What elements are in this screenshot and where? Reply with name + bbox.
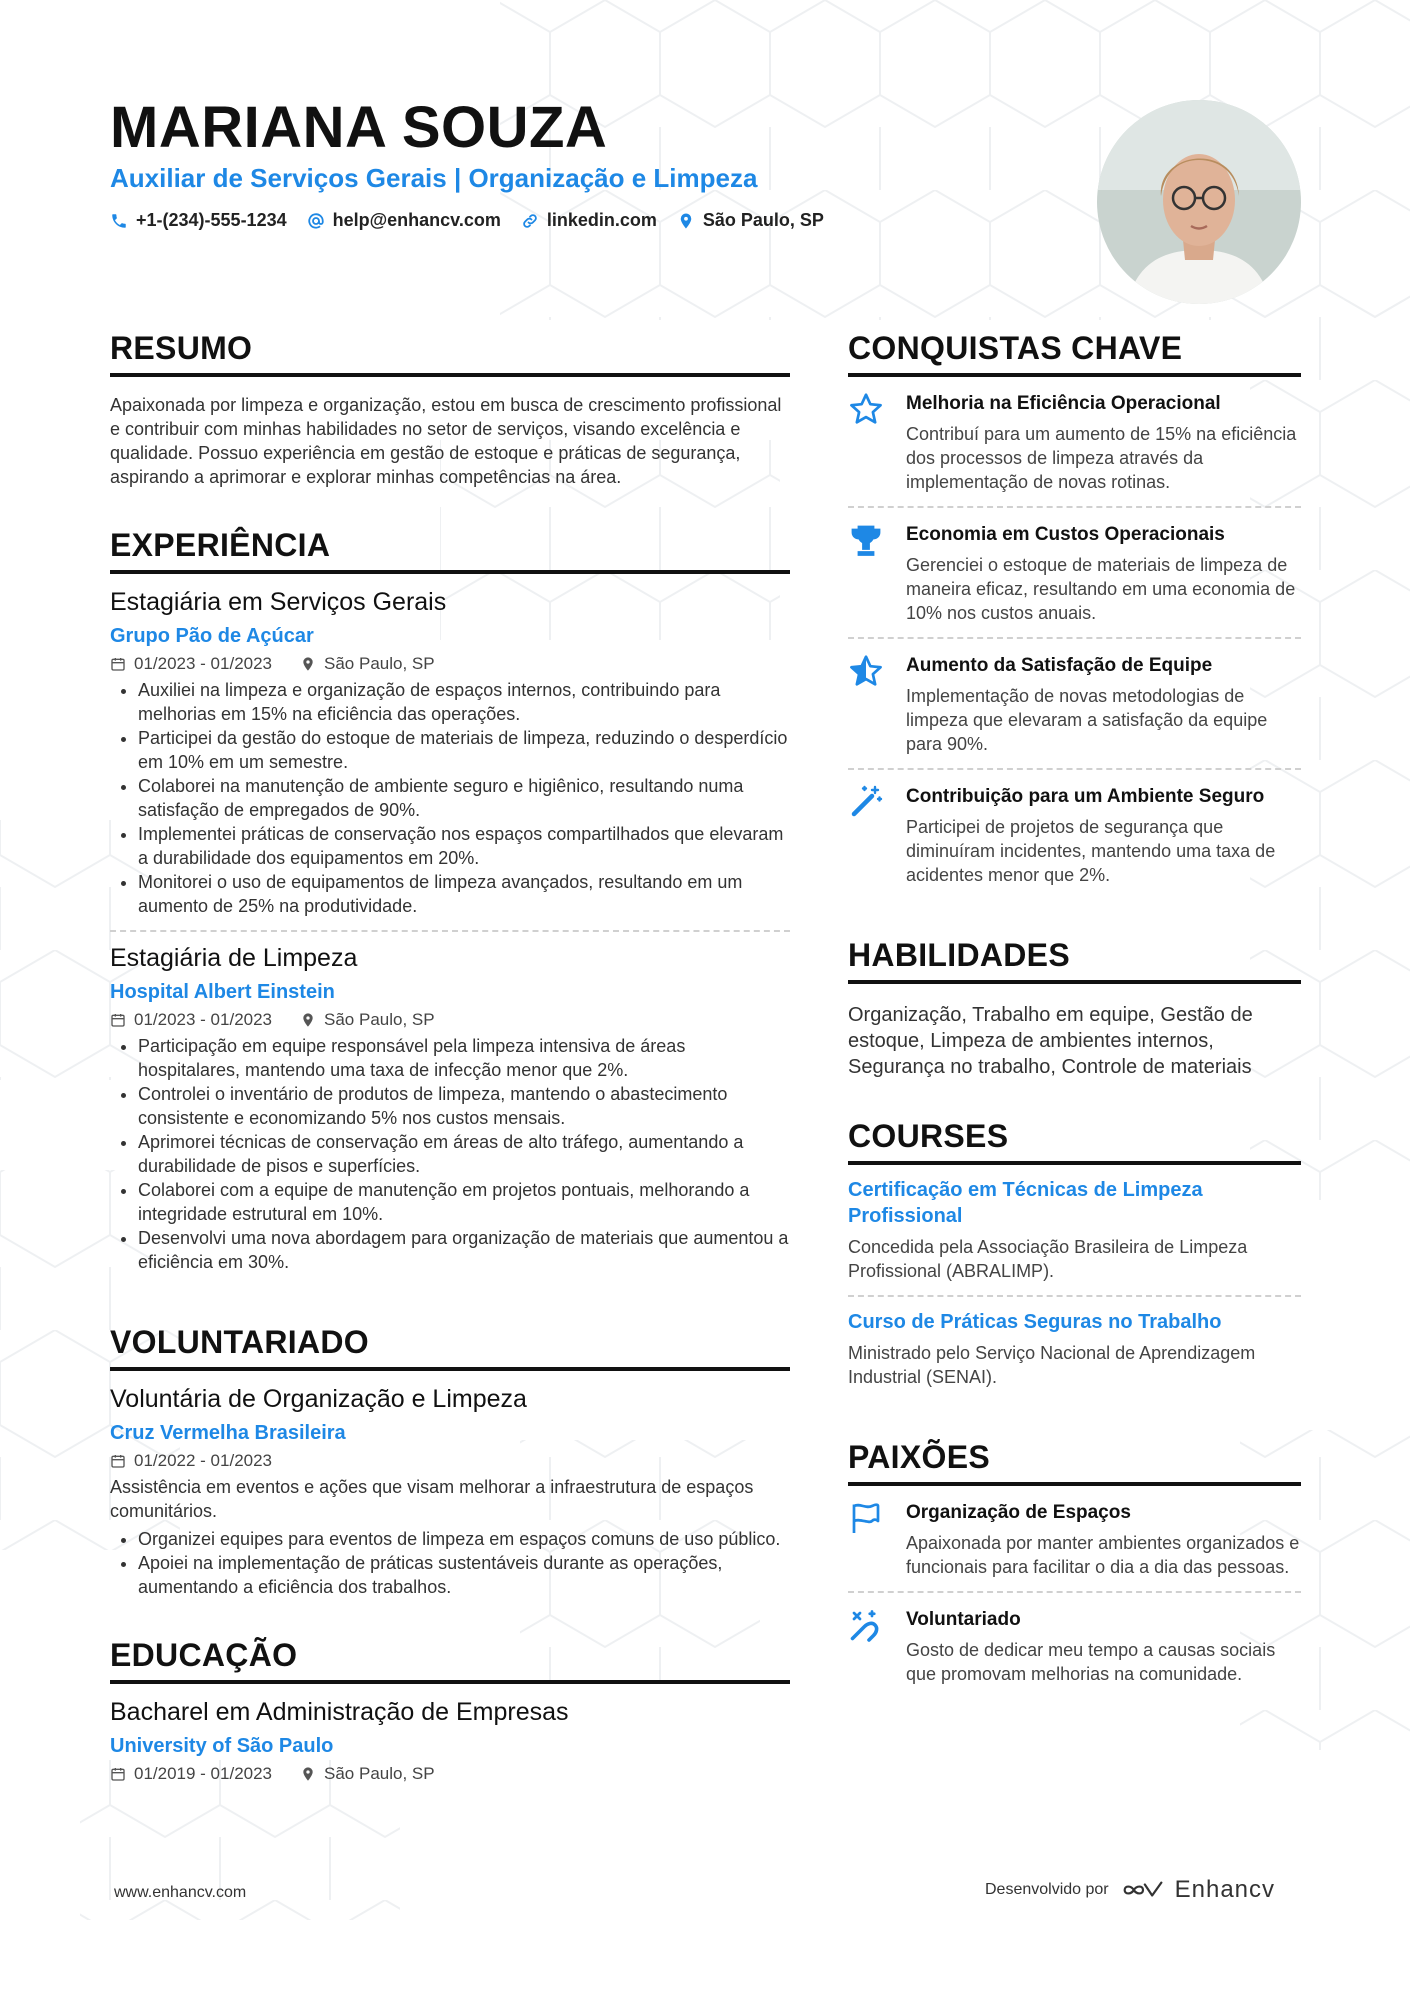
brand-name: Enhancv (1174, 1876, 1276, 1903)
experience-section (110, 527, 790, 1286)
phone-icon (110, 212, 128, 230)
education-location-text: São Paulo, SP (324, 1764, 435, 1783)
education-section (110, 1637, 790, 1784)
job-title: Estagiária em Serviços Gerais (110, 588, 447, 616)
courses-section (848, 1118, 1301, 1401)
contact-bar (110, 210, 824, 231)
achievements-heading: CONQUISTAS CHAVE (848, 330, 1301, 377)
course-title: Certificação em Técnicas de Limpeza Profissional (848, 1179, 1203, 1227)
job-bullet: • Controlei o inventário de produtos de limpeza, mantendo o abastecimento consistente e economizando 5% nos custos mensais. (138, 1082, 790, 1130)
summary-section (110, 330, 790, 489)
summary-text: Apaixonada por limpeza e organização, estou em busca de crescimento profissional e contribuir com minhas habilidades no setor de serviços, visando excelência e qualidade. Possuo experiência em gestão de estoque e práticas de segurança, aspirando a aprimorar e explorar minhas competências na área. (110, 395, 782, 487)
volunteer-meta (110, 1451, 790, 1471)
calendar-icon (110, 1012, 126, 1028)
job-meta (110, 1010, 790, 1030)
achievement-desc: Participei de projetos de segurança que diminuíram incidentes, mantendo uma taxa de acidentes menor que 2%. (906, 817, 1276, 885)
summary-heading: RESUMO (110, 330, 790, 377)
job-dates-text: 01/2023 - 01/2023 (134, 1010, 273, 1029)
course-title: Curso de Práticas Seguras no Trabalho (848, 1311, 1222, 1333)
education-dates (110, 1764, 272, 1784)
job-dates (110, 654, 272, 674)
experience-entry (110, 588, 790, 930)
job-meta (110, 654, 790, 674)
degree-title: Bacharel em Administração de Empresas (110, 1698, 569, 1726)
footer-branding (985, 1876, 1275, 1904)
company-name: Hospital Albert Einstein (110, 981, 335, 1003)
skills-heading: HABILIDADES (848, 937, 1301, 984)
location-text: São Paulo, SP (702, 210, 824, 230)
enhancv-logo[interactable] (1121, 1876, 1275, 1904)
job-bullet: • Auxiliei na limpeza e organização de espaços internos, contribuindo para melhorias em 15% na eficiência das operações. (138, 678, 790, 726)
job-dates-text: 01/2023 - 01/2023 (134, 654, 273, 673)
candidate-title: Auxiliar de Serviços Gerais | Organização e Limpeza (110, 163, 758, 193)
job-bullet: • Colaborei com a equipe de manutenção em projetos pontuais, melhorando a integridade estrutural em 10%. (138, 1178, 790, 1226)
volunteer-dates-text: 01/2022 - 01/2023 (134, 1451, 273, 1470)
contact-phone[interactable] (110, 210, 287, 231)
left-column (110, 330, 790, 1822)
star-outline-icon (848, 391, 884, 427)
calendar-icon (110, 1453, 126, 1469)
powered-by-text: Desenvolvido por (985, 1881, 1109, 1898)
contact-email[interactable] (307, 210, 501, 231)
achievement-item (848, 377, 1301, 506)
course-desc: Ministrado pelo Serviço Nacional de Aprendizagem Industrial (SENAI). (848, 1343, 1256, 1387)
achievement-desc: Contribuí para um aumento de 15% na eficiência dos processos de limpeza através da implementação de novas rotinas. (906, 424, 1297, 492)
passion-item (848, 1591, 1301, 1698)
passion-title: Organização de Espaços (906, 1502, 1131, 1523)
at-icon (307, 212, 325, 230)
location-pin-icon (677, 212, 695, 230)
volunteer-description: Assistência em eventos e ações que visam melhorar a infraestrutura de espaços comunitários. (110, 1477, 754, 1521)
passion-title: Voluntariado (906, 1609, 1021, 1630)
volunteer-section (110, 1324, 790, 1599)
job-bullet: • Implementei práticas de conservação nos espaços compartilhados que elevaram a durabilidade dos equipamentos em 20%. (138, 822, 790, 870)
trophy-icon (848, 522, 884, 558)
achievement-desc: Implementação de novas metodologias de limpeza que elevaram a satisfação da equipe para 90%. (906, 686, 1268, 754)
phone-text: +1-(234)-555-1234 (136, 210, 287, 230)
passion-desc: Apaixonada por manter ambientes organizados e funcionais para facilitar o dia a dia das pessoas. (906, 1533, 1300, 1577)
course-item (848, 1295, 1301, 1401)
job-bullets (110, 1034, 790, 1274)
course-desc: Concedida pela Associação Brasileira de Limpeza Profissional (ABRALIMP). (848, 1237, 1248, 1281)
company-name: Grupo Pão de Açúcar (110, 625, 314, 647)
job-location-text: São Paulo, SP (324, 654, 435, 673)
achievement-title: Melhoria na Eficiência Operacional (906, 393, 1221, 414)
location-pin-icon (300, 1012, 316, 1028)
skills-text: Organização, Trabalho em equipe, Gestão de estoque, Limpeza de ambientes internos, Segurança no trabalho, Controle de materiais (848, 1004, 1253, 1078)
location-pin-icon (300, 656, 316, 672)
job-bullet: • Participação em equipe responsável pela limpeza intensiva de áreas hospitalares, mantendo uma taxa de infecção menor que 2%. (138, 1034, 790, 1082)
link-icon (521, 212, 539, 230)
volunteer-hand-icon (848, 1607, 884, 1643)
email-text: help@enhancv.com (332, 210, 501, 230)
job-location (300, 654, 435, 674)
achievements-section (848, 330, 1301, 899)
education-meta (110, 1764, 790, 1784)
magic-wand-icon (848, 784, 884, 820)
education-heading: EDUCAÇÃO (110, 1637, 790, 1684)
job-title: Estagiária de Limpeza (110, 944, 358, 972)
flag-icon (848, 1500, 884, 1536)
job-bullet: • Participei da gestão do estoque de materiais de limpeza, reduzindo o desperdício em 10% em um semestre. (138, 726, 790, 774)
skills-section (848, 937, 1301, 1080)
volunteer-bullet: • Organizei equipes para eventos de limpeza em espaços comuns de uso público. (138, 1527, 790, 1551)
job-bullet: • Aprimorei técnicas de conservação em áreas de alto tráfego, aumentando a durabilidade de pisos e superfícies. (138, 1130, 790, 1178)
education-location (300, 1764, 435, 1784)
contact-location (677, 210, 824, 231)
achievement-title: Contribuição para um Ambiente Seguro (906, 786, 1265, 807)
volunteer-heading: VOLUNTARIADO (110, 1324, 790, 1371)
footer-website[interactable]: www.enhancv.com (114, 1884, 247, 1901)
experience-heading: EXPERIÊNCIA (110, 527, 790, 574)
contact-linkedin[interactable] (521, 210, 657, 231)
passions-heading: PAIXÕES (848, 1439, 1301, 1486)
job-bullet: • Colaborei na manutenção de ambiente seguro e higiênico, resultando numa satisfação de empregados de 90%. (138, 774, 790, 822)
job-dates (110, 1010, 272, 1030)
volunteer-org: Cruz Vermelha Brasileira (110, 1422, 346, 1444)
passion-desc: Gosto de dedicar meu tempo a causas sociais que promovam melhorias na comunidade. (906, 1640, 1276, 1684)
calendar-icon (110, 656, 126, 672)
volunteer-bullet: • Apoiei na implementação de práticas sustentáveis durante as operações, aumentando a eficiência dos trabalhos. (138, 1551, 790, 1599)
experience-entry (110, 930, 790, 1286)
achievement-title: Aumento da Satisfação de Equipe (906, 655, 1213, 676)
education-dates-text: 01/2019 - 01/2023 (134, 1764, 273, 1783)
job-bullets (110, 678, 790, 918)
volunteer-bullets (110, 1527, 790, 1599)
job-location (300, 1010, 435, 1030)
job-bullet: • Monitorei o uso de equipamentos de limpeza avançados, resultando em um aumento de 25% na produtividade. (138, 870, 790, 918)
passions-section (848, 1439, 1301, 1698)
volunteer-title: Voluntária de Organização e Limpeza (110, 1385, 527, 1413)
job-location-text: São Paulo, SP (324, 1010, 435, 1029)
courses-heading: COURSES (848, 1118, 1301, 1165)
achievement-item (848, 768, 1301, 899)
linkedin-text: linkedin.com (546, 210, 657, 230)
school-name: University of São Paulo (110, 1735, 334, 1757)
course-item (848, 1165, 1301, 1295)
achievement-item (848, 506, 1301, 637)
job-bullet: • Desenvolvi uma nova abordagem para organização de materiais que aumentou a eficiência em 30%. (138, 1226, 790, 1274)
right-column (848, 330, 1301, 1736)
volunteer-dates (110, 1451, 272, 1471)
passion-item (848, 1486, 1301, 1591)
achievement-item (848, 637, 1301, 768)
location-pin-icon (300, 1766, 316, 1782)
calendar-icon (110, 1766, 126, 1782)
profile-photo (1097, 100, 1301, 304)
enhancv-logo-icon (1121, 1879, 1165, 1901)
achievement-desc: Gerenciei o estoque de materiais de limpeza de maneira eficaz, resultando em uma economia de 10% nos custos anuais. (906, 555, 1296, 623)
half-star-icon (848, 653, 884, 689)
candidate-name: MARIANA SOUZA (110, 95, 608, 160)
achievement-title: Economia em Custos Operacionais (906, 524, 1225, 545)
